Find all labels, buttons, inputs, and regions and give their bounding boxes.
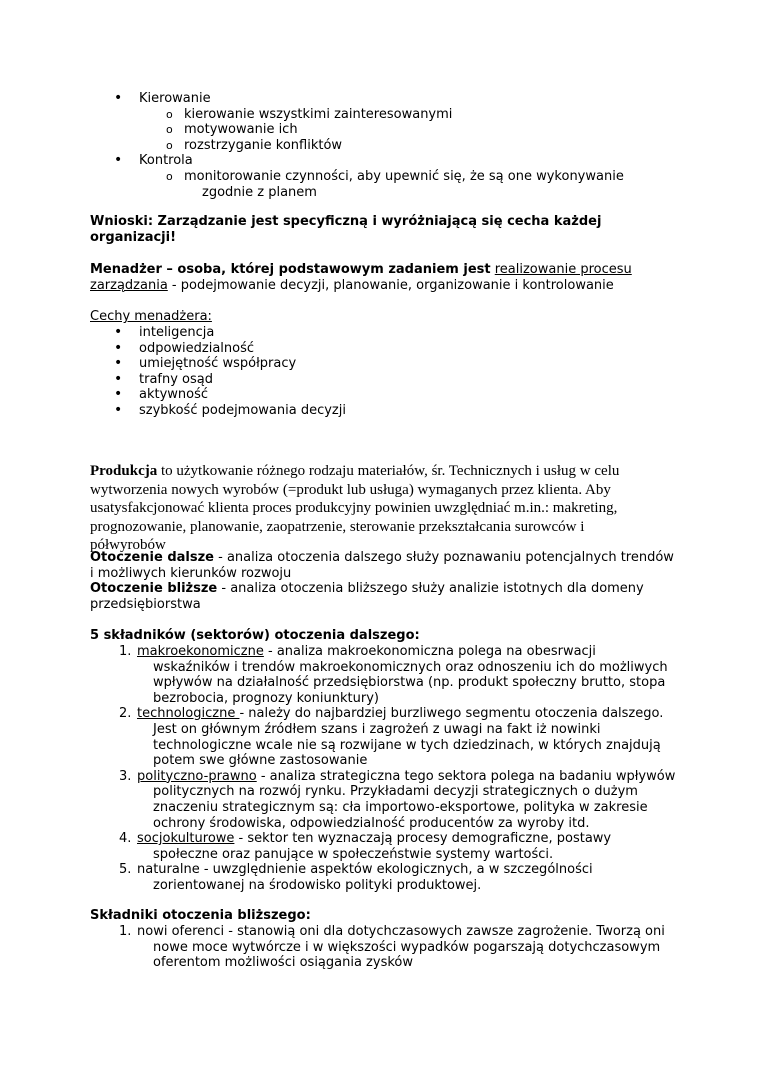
list-item-technologiczne: 2. technologiczne - należy do najbardziej burzliwego segmentu otoczenia dalszego. Jest on głównym źródłem szans i zagrożeń z uwagi na fakt iż nowinki technologiczne wcale nie są rozwijane w tych dziedzinach, w których znajdują potem swe główne zastosowanie [119, 706, 664, 769]
list-item: • trafny osąd [0, 372, 760, 388]
production-paragraph: Produkcja to użytkowanie różnego rodzaju materiałów, śr. Technicznych i usług w celu wytworzenia nowych wyrobów (=produkt lub usługa) wymaganych przez klienta. Aby usatysfakcjonować klienta proces produkcyjny powinien uwzględniać m.in.: makreting, prognozowanie, planowanie, zaopatrzenie, sterowanie przekształcania surowców i półwyrobów [90, 463, 620, 553]
list-item: • szybkość podejmowania decyzji [0, 403, 760, 419]
management-functions-list [0, 91, 760, 200]
list-item-nowi-oferenci: 1. nowi oferenci - stanowią oni dla dotychczasowych zawsze zagrożenie. Tworzą oni nowe moce wytwórcze i w większości wypadków pogarszają dotychczasowym oferentom możliwości osiągania zysków [119, 924, 665, 971]
sub-item: o rozstrzyganie konfliktów [0, 138, 760, 154]
list-item-naturalne: 5. naturalne - uwzględnienie aspektów ekologicznych, a w szczególności zorientowanej na środowisko polityki produktowej. [119, 862, 593, 893]
list-item-makroekonomiczne: 1. makroekonomiczne - analiza makroekonomiczna polega na obesrwacji wskaźników i trendów makroekonomicznych oraz odnoszeniu ich do możliwych wpływów na działalność przedsiębiorstwa (np. produkt społeczny brutto, stopa bezrobocia, prognozy koniunktury) [119, 644, 668, 706]
conclusion-paragraph: Wnioski: Zarządzanie jest specyficzną i wyróżniającą się cecha każdej organizacji! [90, 214, 602, 245]
manager-traits-heading: Cechy menadżera: [90, 309, 212, 324]
sub-item: o motywowanie ich [0, 122, 760, 138]
far-environment-list [0, 644, 760, 894]
list-item-kontrola: • Kontrola [0, 153, 760, 169]
near-environment-list [0, 924, 760, 971]
list-item-kierowanie: • Kierowanie [0, 91, 760, 107]
list-item: • inteligencja [0, 325, 760, 341]
far-environment-heading: 5 składników (sektorów) otoczenia dalszego: [90, 628, 420, 643]
list-item: • umiejętność współpracy [0, 356, 760, 372]
manager-traits-list [0, 325, 760, 419]
sub-item: o kierowanie wszystkimi zainteresowanymi [0, 107, 760, 123]
list-item-socjokulturowe: 4. socjokulturowe - sektor ten wyznaczają procesy demograficzne, postawy społeczne oraz panujące w społeczeństwie systemy wartości. [119, 831, 612, 862]
environment-definitions: Otoczenie dalsze - analiza otoczenia dalszego służy poznawaniu potencjalnych trendów i możliwych kierunków rozwoju Otoczenie bliższe - analiza otoczenia bliższego służy analizie istotnych dla domeny przedsiębiorstwa [90, 550, 674, 612]
manager-definition: Menadżer – osoba, której podstawowym zadaniem jest realizowanie procesu zarządzania - podejmowanie decyzji, planowanie, organizowanie i kontrolowanie [90, 262, 632, 293]
list-item: • aktywność [0, 387, 760, 403]
near-environment-heading: Składniki otoczenia bliższego: [90, 908, 311, 923]
list-item: • odpowiedzialność [0, 341, 760, 357]
list-item-polityczno-prawno: 3. polityczno-prawno - analiza strategiczna tego sektora polega na badaniu wpływów politycznych na rozwój rynku. Przykładami decyzji strategicznych o dużym znaczeniu strategicznym są: cła importowo-eksportowe, polityka w zakresie ochrony środowiska, odpowiedzialność producentów za wyroby itd. [119, 768, 676, 831]
sub-item: o monitorowanie czynności, aby upewnić się, że są one wykonywanie zgodnie z planem [0, 169, 760, 200]
